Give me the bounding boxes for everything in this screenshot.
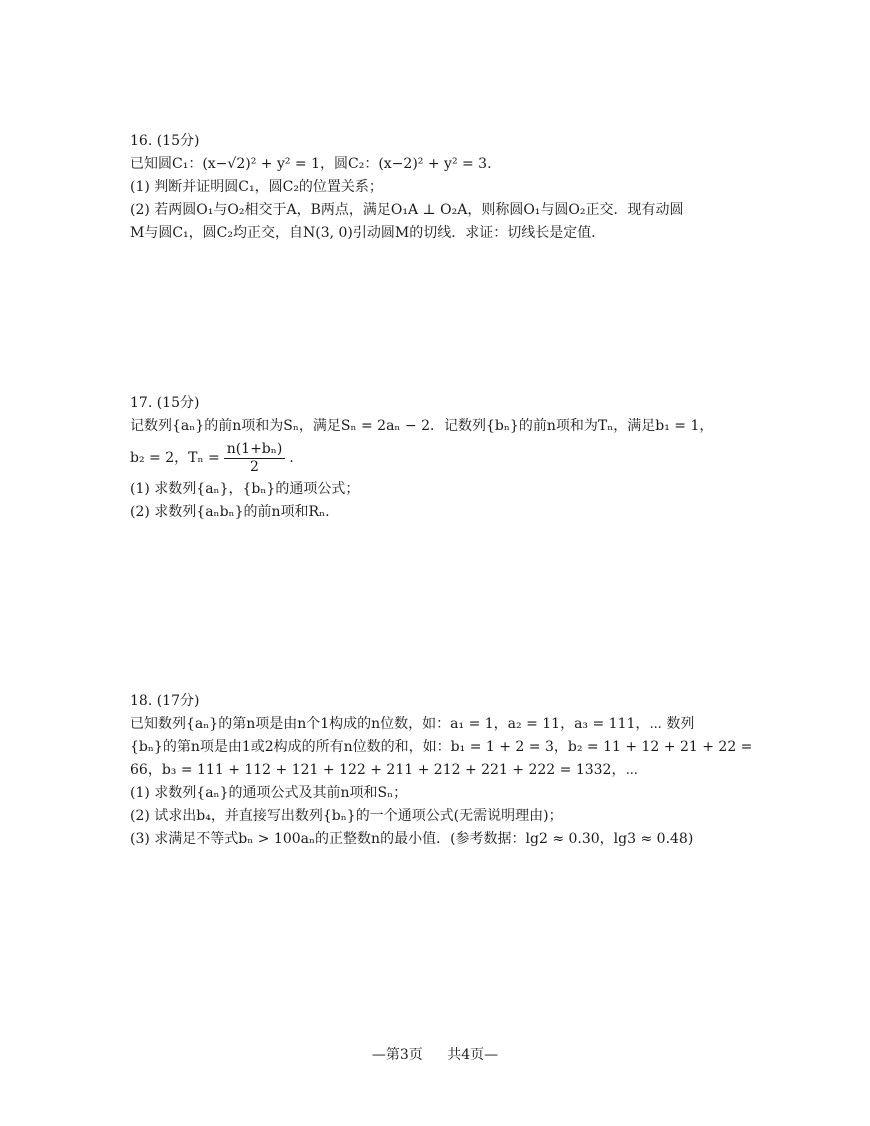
problem-18-line: 已知数列{aₙ}的第n项是由n个1构成的n位数，如：a₁ = 1，a₂ = 11，a₃ = 111，⋯ 数列 [130, 716, 695, 732]
problem-17-line: (1) 求数列{aₙ}，{bₙ}的通项公式； [130, 481, 360, 497]
problem-16-line: (1) 判断并证明圆C₁，圆C₂的位置关系； [130, 179, 383, 195]
problem-16-line: 已知圆C₁：(x−√2)² + y² = 1，圆C₂：(x−2)² + y² = 3. [130, 156, 492, 172]
formula-suffix: . [289, 449, 294, 466]
problem-18-line: (2) 试求出b₄，并直接写出数列{bₙ}的一个通项公式(无需说明理由)； [130, 808, 563, 824]
problem-17-line: 记数列{aₙ}的前n项和为Sₙ，满足Sₙ = 2aₙ − 2．记数列{bₙ}的前n项和为Tₙ，满足b₁ = 1， [130, 418, 714, 434]
problem-17-formula-line [130, 438, 750, 478]
problem-18 [130, 690, 753, 851]
page-total: 共4页— [447, 1047, 499, 1063]
problem-17 [130, 392, 750, 524]
problem-18-line: (1) 求数列{aₙ}的通项公式及其前n项和Sₙ； [130, 785, 408, 801]
problem-17-header: 17. (15分) [130, 395, 200, 411]
formula-prefix: b₂ = 2，Tₙ = [130, 449, 220, 466]
problem-18-header: 18. (17分) [130, 693, 200, 709]
problem-18-line: {bₙ}的第n项是由1或2构成的所有n位数的和，如：b₁ = 1 + 2 = 3，b₂ = 11 + 12 + 21 + 22 = [130, 739, 753, 755]
problem-16-header: 16. (15分) [130, 133, 200, 149]
page-footer [0, 1044, 870, 1064]
fraction-denominator: 2 [250, 458, 259, 475]
fraction [224, 441, 286, 476]
page-number: —第3页 [371, 1047, 423, 1063]
problem-16 [130, 130, 750, 245]
problem-16-line: (2) 若两圆O₁与O₂相交于A，B两点，满足O₁A ⊥ O₂A，则称圆O₁与圆O₂正交．现有动圆 [130, 202, 684, 218]
problem-18-line: (3) 求满足不等式bₙ > 100aₙ的正整数n的最小值．(参考数据：lg2 ≈ 0.30，lg3 ≈ 0.48) [130, 831, 694, 847]
problem-16-line: M与圆C₁，圆C₂均正交，自N(3, 0)引动圆M的切线．求证：切线长是定值． [130, 225, 606, 241]
problem-17-line: (2) 求数列{aₙbₙ}的前n项和Rₙ. [130, 504, 330, 520]
problem-18-line: 66，b₃ = 111 + 112 + 121 + 122 + 211 + 212 + 221 + 222 = 1332，⋯ [130, 762, 639, 778]
fraction-numerator: n(1+bₙ) [224, 441, 286, 459]
